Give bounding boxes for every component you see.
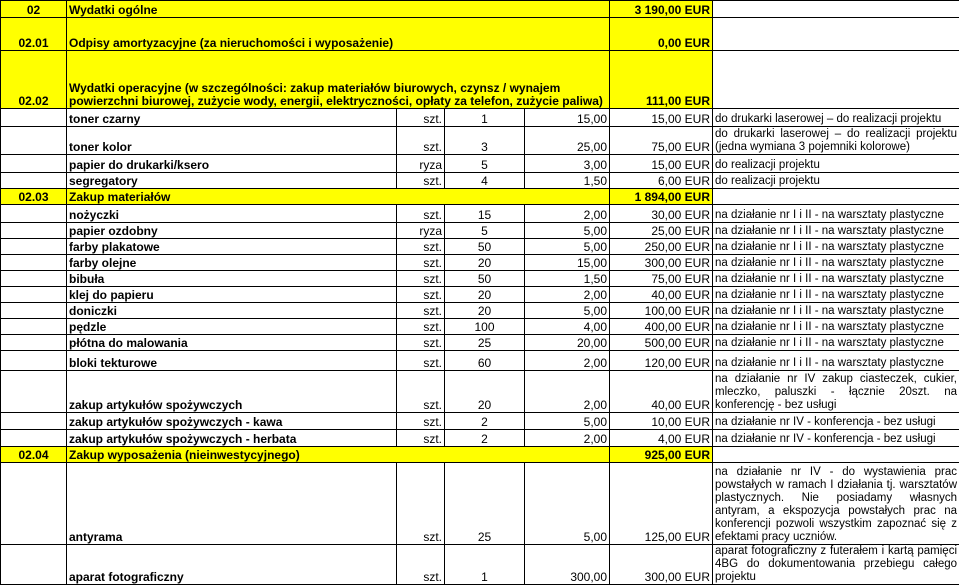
- item-price: 2,00: [525, 205, 610, 223]
- item-code-empty: [1, 319, 67, 335]
- item-code-empty: [1, 413, 67, 430]
- item-quantity: 1: [445, 545, 525, 585]
- item-note: na działanie nr I i II - na warsztaty plastyczne: [713, 223, 959, 239]
- item-note: na działanie nr I i II - na warsztaty plastyczne: [713, 271, 959, 287]
- item-row: [1, 127, 959, 155]
- item-total: 75,00 EUR: [610, 127, 713, 155]
- item-price: 5,00: [525, 303, 610, 319]
- item-name: papier do drukarki/ksero: [67, 155, 397, 173]
- section-amount: 0,00 EUR: [610, 18, 713, 51]
- item-quantity: 20: [445, 255, 525, 271]
- item-total: 100,00 EUR: [610, 303, 713, 319]
- section-note-empty: [713, 18, 959, 51]
- item-code-empty: [1, 287, 67, 303]
- item-total: 500,00 EUR: [610, 335, 713, 351]
- section-code: 02.04: [1, 447, 67, 463]
- item-total: 6,00 EUR: [610, 173, 713, 189]
- item-price: 20,00: [525, 335, 610, 351]
- item-note: do realizacji projektu: [713, 173, 959, 189]
- budget-table-body: [1, 1, 959, 585]
- item-row: [1, 255, 959, 271]
- section-note-empty: [713, 189, 959, 205]
- item-quantity: 60: [445, 351, 525, 371]
- item-quantity: 20: [445, 303, 525, 319]
- item-price: 2,00: [525, 430, 610, 447]
- section-row: [1, 189, 959, 205]
- item-total: 4,00 EUR: [610, 430, 713, 447]
- item-row: [1, 545, 959, 585]
- item-quantity: 4: [445, 173, 525, 189]
- section-row: [1, 1, 959, 18]
- item-name: papier ozdobny: [67, 223, 397, 239]
- item-price: 5,00: [525, 413, 610, 430]
- section-row: [1, 51, 959, 109]
- item-quantity: 25: [445, 335, 525, 351]
- item-quantity: 2: [445, 430, 525, 447]
- item-row: [1, 173, 959, 189]
- item-note: na działanie nr IV - konferencja - bez usługi: [713, 413, 959, 430]
- section-row: [1, 18, 959, 51]
- item-name: doniczki: [67, 303, 397, 319]
- section-name: Wydatki ogólne: [67, 1, 610, 18]
- section-name: Wydatki operacyjne (w szczególności: zakup materiałów biurowych, czynsz / wynajem powierzchni biurowej, zużycie wody, energii, elektryczności, opłaty za telefon, zużycie paliwa): [67, 51, 610, 109]
- item-quantity: 50: [445, 271, 525, 287]
- section-amount: 925,00 EUR: [610, 447, 713, 463]
- item-name: płótna do malowania: [67, 335, 397, 351]
- item-total: 40,00 EUR: [610, 287, 713, 303]
- item-code-empty: [1, 205, 67, 223]
- item-price: 15,00: [525, 255, 610, 271]
- item-code-empty: [1, 335, 67, 351]
- item-row: [1, 239, 959, 255]
- item-price: 3,00: [525, 155, 610, 173]
- section-code: 02: [1, 1, 67, 18]
- item-total: 75,00 EUR: [610, 271, 713, 287]
- item-name: klej do papieru: [67, 287, 397, 303]
- item-unit: szt.: [397, 303, 445, 319]
- item-code-empty: [1, 109, 67, 127]
- item-price: 5,00: [525, 223, 610, 239]
- item-row: [1, 155, 959, 173]
- item-note: na działanie nr I i II - na warsztaty plastyczne: [713, 351, 959, 371]
- item-note: na działanie nr I i II - na warsztaty plastyczne: [713, 239, 959, 255]
- item-row: [1, 371, 959, 413]
- item-note: na działanie nr I i II - na warsztaty plastyczne: [713, 287, 959, 303]
- item-note: na działanie nr I i II - na warsztaty plastyczne: [713, 205, 959, 223]
- item-note: aparat fotograficzny z futerałem i kartą pamięci 4BG do dokumentowania przebiegu całego projektu: [713, 545, 959, 585]
- item-total: 300,00 EUR: [610, 545, 713, 585]
- item-total: 40,00 EUR: [610, 371, 713, 413]
- item-code-empty: [1, 303, 67, 319]
- item-quantity: 5: [445, 155, 525, 173]
- item-unit: szt.: [397, 173, 445, 189]
- item-unit: szt.: [397, 239, 445, 255]
- item-unit: szt.: [397, 271, 445, 287]
- item-name: bloki tekturowe: [67, 351, 397, 371]
- item-price: 2,00: [525, 371, 610, 413]
- item-quantity: 5: [445, 223, 525, 239]
- item-total: 10,00 EUR: [610, 413, 713, 430]
- item-code-empty: [1, 239, 67, 255]
- item-code-empty: [1, 155, 67, 173]
- item-note: do drukarki laserowej – do realizacji projektu: [713, 109, 959, 127]
- item-code-empty: [1, 351, 67, 371]
- section-note-empty: [713, 51, 959, 109]
- item-code-empty: [1, 463, 67, 545]
- section-name: Zakup materiałów: [67, 189, 610, 205]
- section-note-empty: [713, 1, 959, 18]
- item-row: [1, 319, 959, 335]
- section-code: 02.03: [1, 189, 67, 205]
- section-code: 02.02: [1, 51, 67, 109]
- section-amount: 3 190,00 EUR: [610, 1, 713, 18]
- item-note: na działanie nr I i II - na warsztaty plastyczne: [713, 303, 959, 319]
- item-price: 5,00: [525, 239, 610, 255]
- item-name: farby plakatowe: [67, 239, 397, 255]
- item-code-empty: [1, 545, 67, 585]
- item-total: 25,00 EUR: [610, 223, 713, 239]
- item-unit: szt.: [397, 127, 445, 155]
- item-code-empty: [1, 255, 67, 271]
- item-price: 2,00: [525, 287, 610, 303]
- section-amount: 111,00 EUR: [610, 51, 713, 109]
- item-note: na działanie nr I i II - na warsztaty plastyczne: [713, 335, 959, 351]
- section-row: [1, 447, 959, 463]
- item-note: na działanie nr I i II - na warsztaty plastyczne: [713, 319, 959, 335]
- item-name: zakup artykułów spożywczych - kawa: [67, 413, 397, 430]
- item-name: segregatory: [67, 173, 397, 189]
- item-code-empty: [1, 271, 67, 287]
- item-quantity: 100: [445, 319, 525, 335]
- item-note: na działanie nr IV zakup ciasteczek, cukier, mleczko, paluszki - łącznie 20szt. na konferencję - bez usługi: [713, 371, 959, 413]
- item-name: zakup artykułów spożywczych: [67, 371, 397, 413]
- item-row: [1, 463, 959, 545]
- item-unit: szt.: [397, 109, 445, 127]
- item-name: pędzle: [67, 319, 397, 335]
- item-row: [1, 205, 959, 223]
- item-total: 120,00 EUR: [610, 351, 713, 371]
- item-quantity: 20: [445, 371, 525, 413]
- item-price: 1,50: [525, 271, 610, 287]
- item-name: farby olejne: [67, 255, 397, 271]
- item-price: 15,00: [525, 109, 610, 127]
- section-code: 02.01: [1, 18, 67, 51]
- item-price: 2,00: [525, 351, 610, 371]
- item-quantity: 25: [445, 463, 525, 545]
- item-row: [1, 109, 959, 127]
- item-unit: szt.: [397, 545, 445, 585]
- item-quantity: 3: [445, 127, 525, 155]
- item-row: [1, 303, 959, 319]
- item-quantity: 1: [445, 109, 525, 127]
- item-unit: ryza: [397, 155, 445, 173]
- item-row: [1, 335, 959, 351]
- item-price: 300,00: [525, 545, 610, 585]
- item-total: 300,00 EUR: [610, 255, 713, 271]
- item-quantity: 50: [445, 239, 525, 255]
- item-unit: szt.: [397, 371, 445, 413]
- item-unit: szt.: [397, 205, 445, 223]
- section-name: Zakup wyposażenia (nieinwestycyjnego): [67, 447, 610, 463]
- section-note-empty: [713, 447, 959, 463]
- item-name: nożyczki: [67, 205, 397, 223]
- item-name: toner kolor: [67, 127, 397, 155]
- item-total: 400,00 EUR: [610, 319, 713, 335]
- item-note: na działanie nr IV - do wystawienia prac powstałych w ramach I działania tj. warsztatów plastycznych. Nie posiadamy własnych antyram, a ekspozycja powstałych prac na konferencji pozwoli wszystkim zapoznać się z efektami pracy uczniów.: [713, 463, 959, 545]
- item-code-empty: [1, 371, 67, 413]
- item-note: na działanie nr IV - konferencja - bez usługi: [713, 430, 959, 447]
- item-total: 250,00 EUR: [610, 239, 713, 255]
- item-total: 30,00 EUR: [610, 205, 713, 223]
- item-note: na działanie nr I i II - na warsztaty plastyczne: [713, 255, 959, 271]
- item-quantity: 20: [445, 287, 525, 303]
- item-unit: szt.: [397, 255, 445, 271]
- item-row: [1, 287, 959, 303]
- item-unit: szt.: [397, 351, 445, 371]
- item-unit: szt.: [397, 413, 445, 430]
- section-name: Odpisy amortyzacyjne (za nieruchomości i wyposażenie): [67, 18, 610, 51]
- item-price: 4,00: [525, 319, 610, 335]
- item-total: 15,00 EUR: [610, 109, 713, 127]
- item-unit: szt.: [397, 319, 445, 335]
- item-code-empty: [1, 127, 67, 155]
- item-row: [1, 351, 959, 371]
- item-price: 25,00: [525, 127, 610, 155]
- item-name: antyrama: [67, 463, 397, 545]
- item-quantity: 15: [445, 205, 525, 223]
- item-note: do realizacji projektu: [713, 155, 959, 173]
- item-unit: szt.: [397, 287, 445, 303]
- item-quantity: 2: [445, 413, 525, 430]
- item-total: 125,00 EUR: [610, 463, 713, 545]
- item-row: [1, 271, 959, 287]
- item-name: aparat fotograficzny: [67, 545, 397, 585]
- item-code-empty: [1, 173, 67, 189]
- item-unit: szt.: [397, 430, 445, 447]
- item-unit: ryza: [397, 223, 445, 239]
- item-code-empty: [1, 223, 67, 239]
- section-amount: 1 894,00 EUR: [610, 189, 713, 205]
- item-name: bibuła: [67, 271, 397, 287]
- item-code-empty: [1, 430, 67, 447]
- item-price: 5,00: [525, 463, 610, 545]
- item-row: [1, 413, 959, 430]
- item-name: zakup artykułów spożywczych - herbata: [67, 430, 397, 447]
- item-row: [1, 223, 959, 239]
- item-note: do drukarki laserowej – do realizacji projektu (jedna wymiana 3 pojemniki kolorowe): [713, 127, 959, 155]
- item-unit: szt.: [397, 463, 445, 545]
- item-unit: szt.: [397, 335, 445, 351]
- item-price: 1,50: [525, 173, 610, 189]
- item-total: 15,00 EUR: [610, 155, 713, 173]
- item-row: [1, 430, 959, 447]
- item-name: toner czarny: [67, 109, 397, 127]
